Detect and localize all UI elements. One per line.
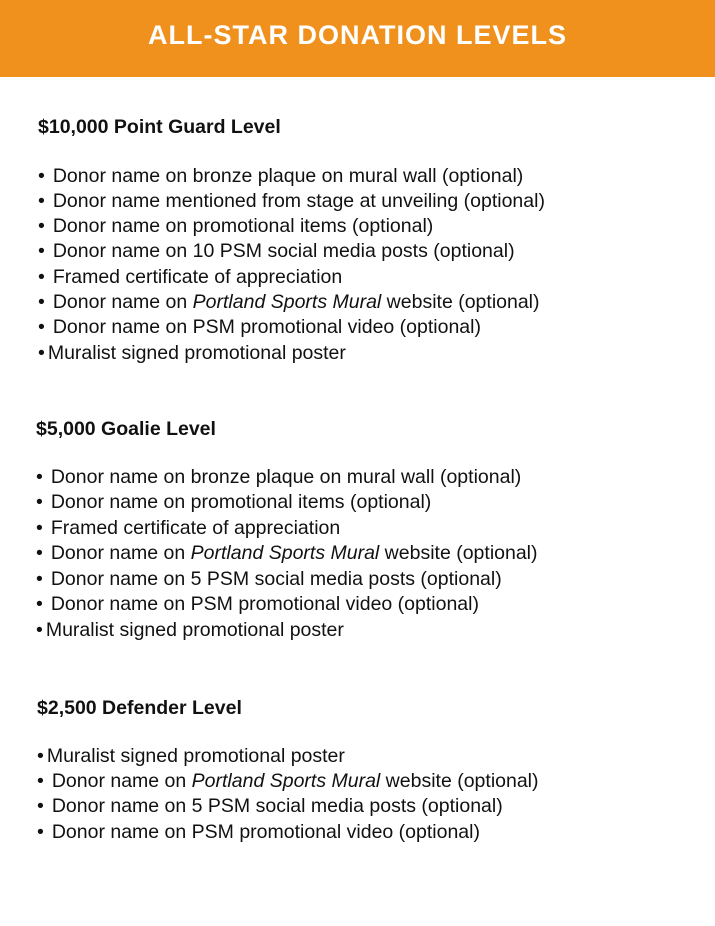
benefit-item	[38, 192, 545, 212]
benefit-item	[36, 570, 502, 590]
bullet: •	[36, 542, 43, 564]
benefit-text: Donor name on PSM promotional video (optional)	[52, 316, 481, 338]
benefit-item	[37, 823, 480, 843]
level-heading: $2,500 Defender Level	[37, 697, 242, 719]
benefit-italic-text: Portland Sports Mural	[192, 291, 382, 313]
benefit-item	[36, 621, 344, 641]
bullet: •	[37, 770, 44, 792]
bullet: •	[36, 466, 43, 488]
bullet: •	[36, 619, 43, 641]
benefit-item	[38, 318, 481, 338]
page-title: ALL-STAR DONATION LEVELS	[148, 20, 567, 50]
bullet: •	[36, 491, 43, 513]
benefit-text: Donor name mentioned from stage at unveiling (optional)	[52, 190, 545, 212]
benefit-text: Framed certificate of appreciation	[50, 517, 341, 539]
benefit-item	[37, 797, 503, 817]
benefit-item	[36, 544, 538, 564]
benefit-text: Donor name on bronze plaque on mural wall (optional)	[52, 165, 524, 187]
benefit-text: Donor name on PSM promotional video (optional)	[51, 821, 480, 843]
benefit-text: Framed certificate of appreciation	[52, 266, 343, 288]
bullet: •	[38, 342, 45, 364]
benefit-text: Donor name on 5 PSM social media posts (optional)	[50, 568, 502, 590]
benefit-text: Donor name on 10 PSM social media posts (optional)	[52, 240, 515, 262]
level-heading: $5,000 Goalie Level	[36, 418, 216, 440]
benefit-text: Donor name on promotional items (optional)	[52, 215, 434, 237]
benefit-item	[36, 519, 340, 539]
bullet: •	[38, 190, 45, 212]
benefit-text: Donor name on	[50, 542, 191, 564]
bullet: •	[38, 291, 45, 313]
benefit-text: Muralist signed promotional poster	[45, 619, 344, 641]
benefit-text: Donor name on bronze plaque on mural wall (optional)	[50, 466, 522, 488]
benefit-text: website (optional)	[379, 542, 538, 564]
bullet: •	[37, 745, 44, 767]
benefit-item	[38, 268, 342, 288]
benefit-text: Donor name on promotional items (optional)	[50, 491, 432, 513]
bullet: •	[37, 821, 44, 843]
bullet: •	[37, 795, 44, 817]
benefit-item	[36, 595, 479, 615]
bullet: •	[38, 316, 45, 338]
bullet: •	[36, 568, 43, 590]
benefit-text: Donor name on 5 PSM social media posts (optional)	[51, 795, 503, 817]
benefit-text: website (optional)	[380, 770, 539, 792]
benefit-item	[37, 747, 345, 767]
benefit-italic-text: Portland Sports Mural	[191, 770, 381, 792]
bullet: •	[36, 517, 43, 539]
bullet: •	[38, 215, 45, 237]
benefit-text: Donor name on	[52, 291, 193, 313]
benefit-text: Muralist signed promotional poster	[47, 342, 346, 364]
benefit-item	[38, 167, 523, 187]
benefit-text: website (optional)	[381, 291, 540, 313]
benefit-item	[37, 772, 539, 792]
benefit-item	[36, 493, 431, 513]
benefit-text: Muralist signed promotional poster	[46, 745, 345, 767]
level-heading: $10,000 Point Guard Level	[38, 116, 281, 138]
benefit-item	[36, 468, 521, 488]
benefit-item	[38, 242, 515, 262]
title-banner	[0, 0, 715, 77]
bullet: •	[38, 165, 45, 187]
benefit-text: Donor name on PSM promotional video (optional)	[50, 593, 479, 615]
benefit-item	[38, 217, 433, 237]
bullet: •	[38, 240, 45, 262]
benefit-item	[38, 344, 346, 364]
bullet: •	[38, 266, 45, 288]
benefit-text: Donor name on	[51, 770, 192, 792]
bullet: •	[36, 593, 43, 615]
benefit-italic-text: Portland Sports Mural	[190, 542, 380, 564]
benefit-item	[38, 293, 540, 313]
